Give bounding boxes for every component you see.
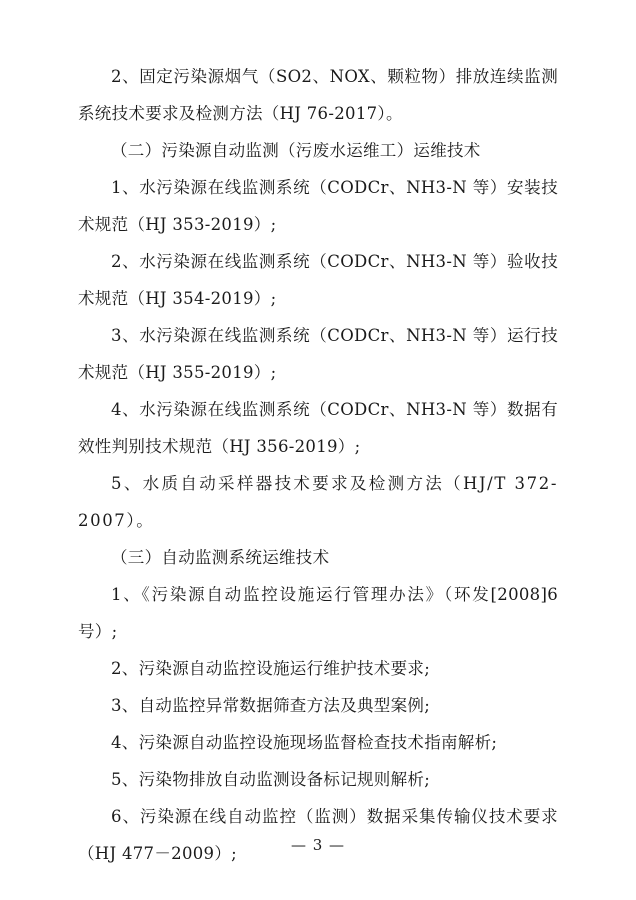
paragraph: 3、自动监控异常数据筛查方法及典型案例; [111,696,431,715]
paragraph: 6、污染源在线自动监控（监测）数据采集传输仪技术要求（HJ 477－2009）; [78,807,558,863]
paragraph: 1、《污染源自动监控设施运行管理办法》（环发[2008]6号）; [78,585,558,641]
paragraph: 3、水污染源在线监测系统（CODCr、NH3-N 等）运行技术规范（HJ 355-2019）; [78,326,558,382]
paragraph: 2、水污染源在线监测系统（CODCr、NH3-N 等）验收技术规范（HJ 354-2019）; [78,252,558,308]
paragraph: （二）污染源自动监测（污废水运维工）运维技术 [111,141,481,160]
paragraph: 5、污染物排放自动监测设备标记规则解析; [111,770,431,789]
paragraph: 2、固定污染源烟气（SO2、NOX、颗粒物）排放连续监测系统技术要求及检测方法（HJ 76-2017）。 [78,67,558,123]
paragraph: 4、水污染源在线监测系统（CODCr、NH3-N 等）数据有效性判别技术规范（HJ 356-2019）; [78,400,558,456]
paragraph: 2、污染源自动监控设施运行维护技术要求; [111,659,431,678]
paragraph: 5、水质自动采样器技术要求及检测方法（HJ/T 372-2007）。 [78,474,558,530]
page-number: — 3 — [290,836,346,854]
document-body [78,58,558,872]
paragraph: 4、污染源自动监控设施现场监督检查技术指南解析; [111,733,498,752]
paragraph: （三）自动监测系统运维技术 [111,548,330,567]
paragraph: 1、水污染源在线监测系统（CODCr、NH3-N 等）安装技术规范（HJ 353-2019）; [78,178,558,234]
